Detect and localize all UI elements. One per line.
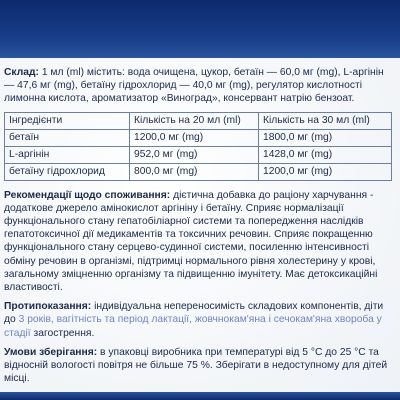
table-header-cell: Інгредієнти bbox=[5, 112, 130, 129]
table-cell: 1200,0 мг (mg) bbox=[130, 129, 259, 146]
table-header-row bbox=[5, 112, 392, 129]
table-header-cell: Кількість на 30 мл (ml) bbox=[259, 112, 392, 129]
table-cell: 1428,0 мг (mg) bbox=[259, 146, 392, 163]
table-cell: L-аргінін bbox=[5, 146, 130, 163]
table-cell: 1800,0 мг (mg) bbox=[259, 129, 392, 146]
storage-label: Умови зберігання: bbox=[4, 346, 98, 358]
composition-text: 1 мл (ml) містить: вода очищена, цукор, бетаїн — 60,0 мг (mg), L-аргінін — 47,6 мг (mg), бетаїну гідрохлорид — 40,0 мг (mg), регулятор кислотності лимонна кислота, ароматизатор «Виноград», консервант натрію бензоат. bbox=[4, 67, 384, 105]
composition-label: Склад: bbox=[4, 67, 39, 78]
storage-paragraph bbox=[4, 346, 396, 386]
table-cell: 1200,0 мг (mg) bbox=[259, 163, 392, 180]
recommendations-text: дієтична добавка до раціону харчування - додаткове джерело амінокислот аргініну і бетаїну. Сприяє нормалізації функціонального стану гепатобіліарної системи та попередження наслідків гепатотоксичної дії медикаментів та токсичних речовин. Сприяє покращенню функціонального стану серцево-судинної системи, посиленню інтенсивності обміну речовин в організмі, підтримці нормального рівня холестерину у крові, загальному зміцненню організму та підвищенню імунітету. Має детоксикаційні властивості. bbox=[4, 189, 378, 294]
table-row bbox=[5, 163, 392, 180]
storage-text: в упаковці виробника при температурі від 5 °С до 25 °С та відносній вологості повітря не більше 75 %. Зберігати в недоступному для дітей місці. bbox=[4, 346, 388, 385]
contraindications-text: індивідуальна непереносимість складових компонентів, діти до bbox=[4, 301, 384, 326]
table-cell: 952,0 мг (mg) bbox=[130, 146, 259, 163]
ingredients-table bbox=[4, 112, 392, 181]
table-row bbox=[5, 129, 392, 146]
label-content bbox=[4, 66, 396, 391]
contraindications-label: Протипоказання: bbox=[4, 301, 92, 313]
table-cell: бетаїну гідрохлорид bbox=[5, 163, 130, 180]
top-blue-band bbox=[0, 0, 400, 58]
table-row bbox=[5, 146, 392, 163]
contraindications-paragraph bbox=[4, 300, 396, 340]
recommendations-paragraph bbox=[4, 189, 396, 295]
table-cell: бетаїн bbox=[5, 129, 130, 146]
bottom-blue-band bbox=[0, 392, 400, 400]
recommendations-label: Рекомендації щодо споживання: bbox=[4, 189, 171, 201]
composition-paragraph bbox=[4, 66, 396, 106]
table-cell: 800,0 мг (mg) bbox=[130, 163, 259, 180]
table-header-cell: Кількість на 20 мл (ml) bbox=[130, 112, 259, 129]
contraindications-highlight: 3 років, вагітність та період лактації, жовчнокам'яна і сечокам'яна хвороба у стадії bbox=[4, 314, 382, 339]
contraindications-text-end: загострення. bbox=[30, 327, 95, 339]
